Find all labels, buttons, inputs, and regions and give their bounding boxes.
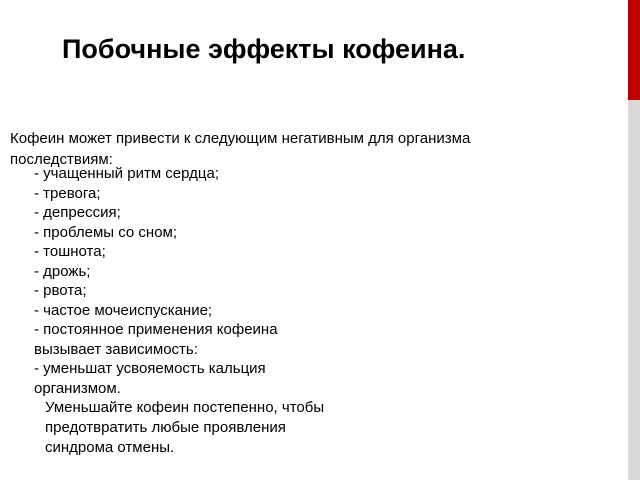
right-edge-accent: [628, 0, 640, 100]
advice-line: Уменьшайте кофеин постепенно, чтобы: [45, 399, 325, 416]
list-item: - учащенный ритм сердца;: [34, 165, 219, 182]
list-item: - уменьшат усвояемость кальция: [34, 360, 266, 377]
list-item: - проблемы со сном;: [34, 223, 178, 241]
slide-title: Побочные эффекты кофеина.: [62, 34, 466, 64]
list-item: - рвота;: [34, 282, 87, 299]
list-item: - постоянное применения кофеина: [34, 321, 278, 338]
list-item: организмом.: [34, 379, 121, 397]
list-item: - тревога;: [34, 184, 101, 202]
list-item: - частое мочеиспускание;: [34, 301, 213, 319]
advice-line: предотвратить любые проявления: [45, 419, 286, 436]
list-item: - дрожь;: [34, 262, 91, 280]
advice-paragraph: [45, 398, 365, 458]
advice-line: синдрома отмены.: [45, 439, 175, 456]
intro-line: последствиям:: [10, 151, 113, 168]
list-item: вызывает зависимость:: [34, 340, 198, 358]
side-effects-list: [34, 164, 334, 398]
list-item: - тошнота;: [34, 243, 106, 260]
intro-line: Кофеин может привести к следующим негативным для организма: [10, 130, 471, 147]
list-item: - депрессия;: [34, 204, 121, 221]
